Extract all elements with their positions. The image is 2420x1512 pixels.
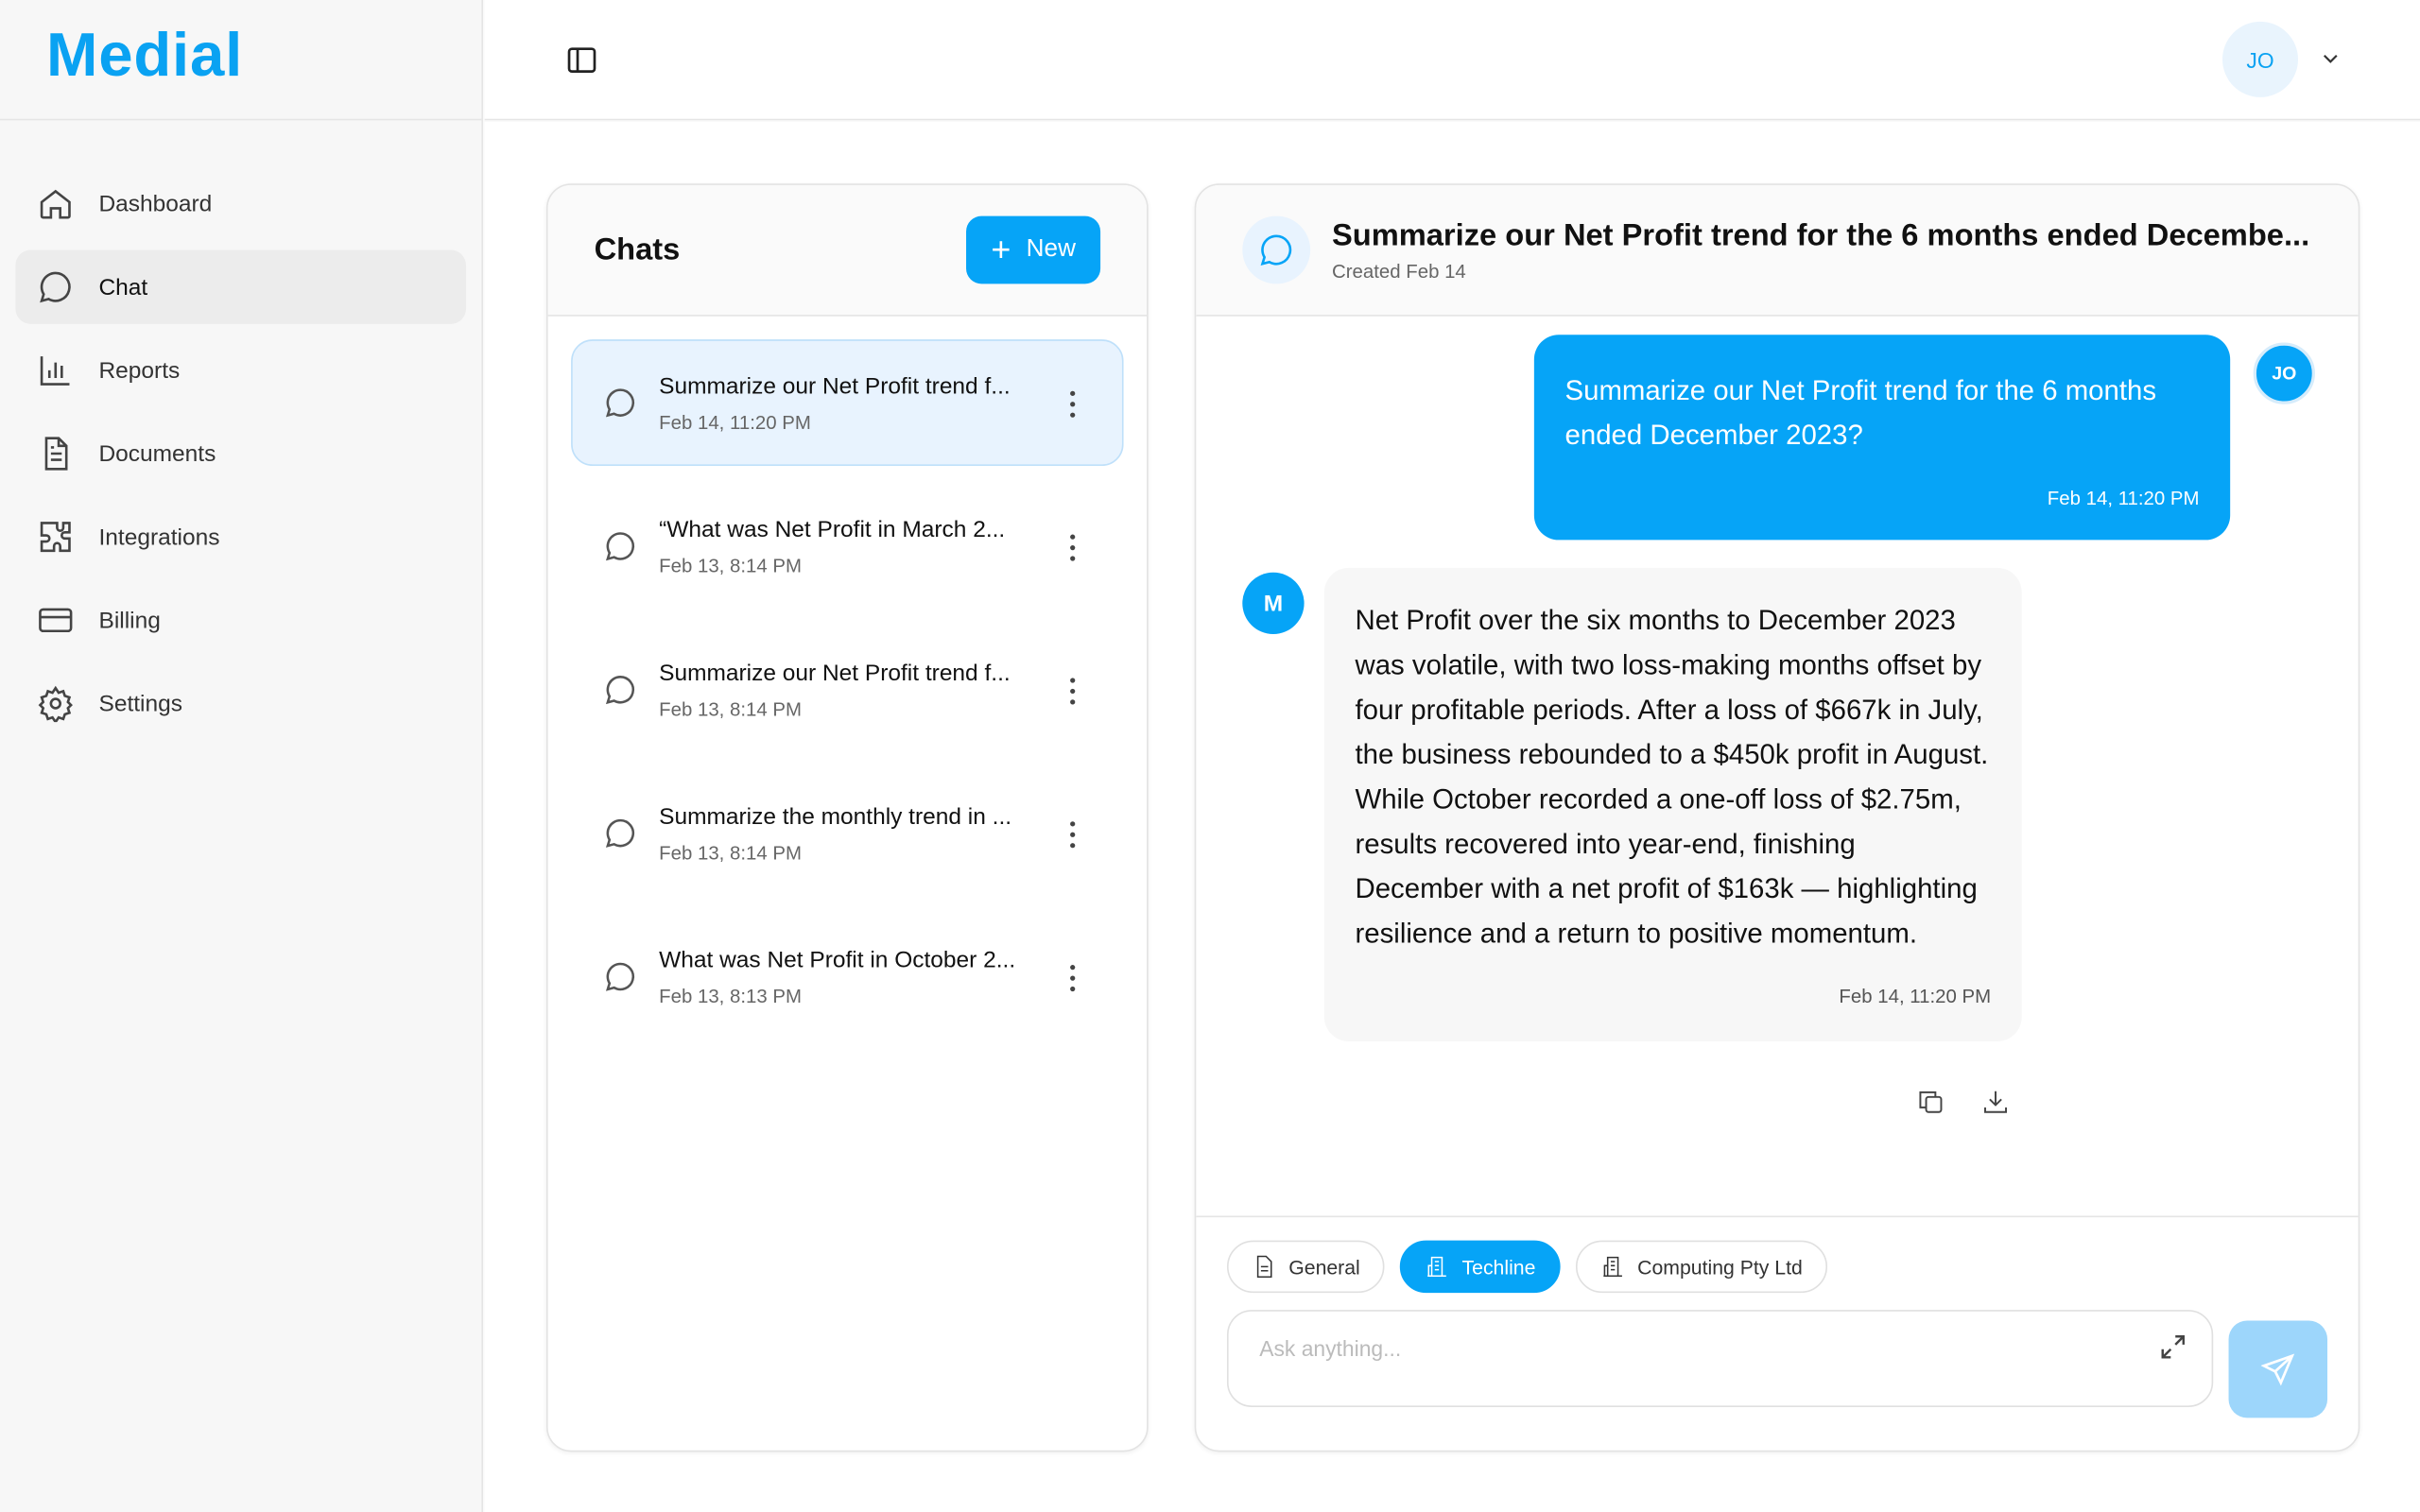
sidebar-item-label: Billing	[98, 607, 161, 634]
conversation-panel	[1195, 183, 2360, 1452]
top-bar	[485, 0, 2420, 120]
credit-card-icon	[37, 602, 74, 639]
context-chip-techline[interactable]	[1400, 1241, 1560, 1294]
chip-label: Computing Pty Ltd	[1637, 1255, 1803, 1279]
document-icon	[1252, 1254, 1276, 1279]
sidebar-item-integrations[interactable]	[15, 500, 466, 574]
sidebar-item-label: Settings	[98, 690, 182, 717]
send-icon	[2261, 1352, 2295, 1386]
context-chip-general[interactable]	[1227, 1241, 1385, 1294]
chat-list-item[interactable]	[571, 770, 1123, 897]
home-icon	[37, 185, 74, 222]
user-avatar[interactable]: JO	[2222, 22, 2298, 97]
composer	[1196, 1216, 2358, 1451]
user-message-text: Summarize our Net Profit trend for the 6 months ended December 2023?	[1564, 374, 2157, 451]
logo[interactable]: Medial	[0, 0, 481, 120]
more-options-icon[interactable]	[1069, 964, 1076, 991]
chat-list-item[interactable]	[571, 339, 1123, 466]
chat-date: Feb 14, 11:20 PM	[659, 411, 811, 433]
building-icon	[1600, 1254, 1625, 1279]
conversation-created: Created Feb 14	[1331, 260, 1466, 282]
chat-list-item[interactable]	[571, 627, 1123, 753]
send-button[interactable]	[2229, 1321, 2327, 1418]
message-input[interactable]	[1227, 1310, 2213, 1407]
sidebar-item-label: Dashboard	[98, 190, 213, 217]
chip-label: Techline	[1461, 1255, 1536, 1279]
sidebar-item-dashboard[interactable]	[15, 166, 466, 240]
chat-list-item[interactable]	[571, 483, 1123, 610]
chat-title: “What was Net Profit in March 2...	[659, 516, 1006, 542]
chat-date: Feb 13, 8:14 PM	[659, 697, 803, 720]
chat-bubble-icon	[603, 960, 637, 994]
sidebar-item-billing[interactable]	[15, 583, 466, 657]
sidebar-nav	[0, 120, 481, 740]
sidebar-item-label: Reports	[98, 356, 181, 384]
plus-icon: +	[991, 230, 1011, 269]
new-chat-button[interactable]	[966, 216, 1100, 284]
chats-panel	[546, 183, 1149, 1452]
sidebar-item-reports[interactable]	[15, 334, 466, 407]
new-chat-label: New	[1026, 235, 1076, 263]
building-icon	[1425, 1254, 1449, 1279]
chats-title: Chats	[594, 232, 681, 266]
assistant-message-text: Net Profit over the six months to December 2023 was volatile, with two loss-making months offset by four profitable periods. After a loss of $667k in July, the business rebounded to a $450k profit in August. While October recorded a one-off loss of $2.75m, results recovered into year-end, finishing December with a net profit of $163k — highlighting resilience and a return to positive momentum.	[1355, 604, 1989, 950]
chat-bubble-icon	[603, 386, 637, 420]
sidebar-item-label: Documents	[98, 440, 216, 467]
chat-bubble-icon	[1242, 216, 1310, 284]
chat-bubble-icon	[603, 673, 637, 707]
chat-date: Feb 13, 8:13 PM	[659, 985, 803, 1007]
sidebar-item-documents[interactable]	[15, 417, 466, 490]
document-icon	[37, 435, 74, 472]
sidebar-item-chat[interactable]	[15, 249, 466, 323]
gear-icon	[37, 685, 74, 722]
chat-title: Summarize our Net Profit trend f...	[659, 659, 1011, 686]
conversation-title: Summarize our Net Profit trend for the 6 months ended Decembe...	[1331, 218, 2310, 252]
more-options-icon[interactable]	[1069, 821, 1076, 849]
chat-list	[548, 317, 1147, 1080]
chat-bubble-icon	[603, 816, 637, 850]
more-options-icon[interactable]	[1069, 534, 1076, 561]
assistant-message	[1324, 568, 2022, 1041]
chat-list-item[interactable]	[571, 914, 1123, 1040]
chat-date: Feb 13, 8:14 PM	[659, 554, 803, 576]
main-area	[485, 122, 2420, 1512]
assistant-avatar: M	[1242, 573, 1304, 634]
bar-chart-icon	[37, 352, 74, 388]
chat-date: Feb 13, 8:14 PM	[659, 841, 803, 864]
chat-title: What was Net Profit in October 2...	[659, 946, 1016, 973]
more-options-icon[interactable]	[1069, 390, 1076, 418]
sidebar-toggle-icon[interactable]	[565, 43, 599, 77]
download-icon[interactable]	[1981, 1088, 2009, 1115]
chat-title: Summarize the monthly trend in ...	[659, 802, 1012, 830]
more-options-icon[interactable]	[1069, 678, 1076, 705]
sidebar-item-label: Chat	[98, 273, 148, 301]
copy-icon[interactable]	[1917, 1088, 1945, 1115]
user-message-avatar: JO	[2254, 342, 2315, 404]
chat-bubble-icon	[603, 529, 637, 563]
sidebar-item-label: Integrations	[98, 524, 220, 551]
chip-label: General	[1288, 1255, 1360, 1279]
puzzle-icon	[37, 519, 74, 556]
input-placeholder: Ask anything...	[1259, 1335, 1402, 1361]
chat-icon	[37, 268, 74, 305]
message-time: Feb 14, 11:20 PM	[2047, 487, 2200, 509]
sidebar-item-settings[interactable]	[15, 666, 466, 740]
chat-title: Summarize our Net Profit trend f...	[659, 372, 1011, 400]
expand-icon[interactable]	[2159, 1333, 2187, 1361]
user-message	[1534, 335, 2230, 540]
chevron-down-icon[interactable]	[2318, 46, 2342, 71]
message-time: Feb 14, 11:20 PM	[1839, 986, 1992, 1008]
context-chip-computing[interactable]	[1576, 1241, 1827, 1294]
sidebar	[0, 0, 483, 1512]
